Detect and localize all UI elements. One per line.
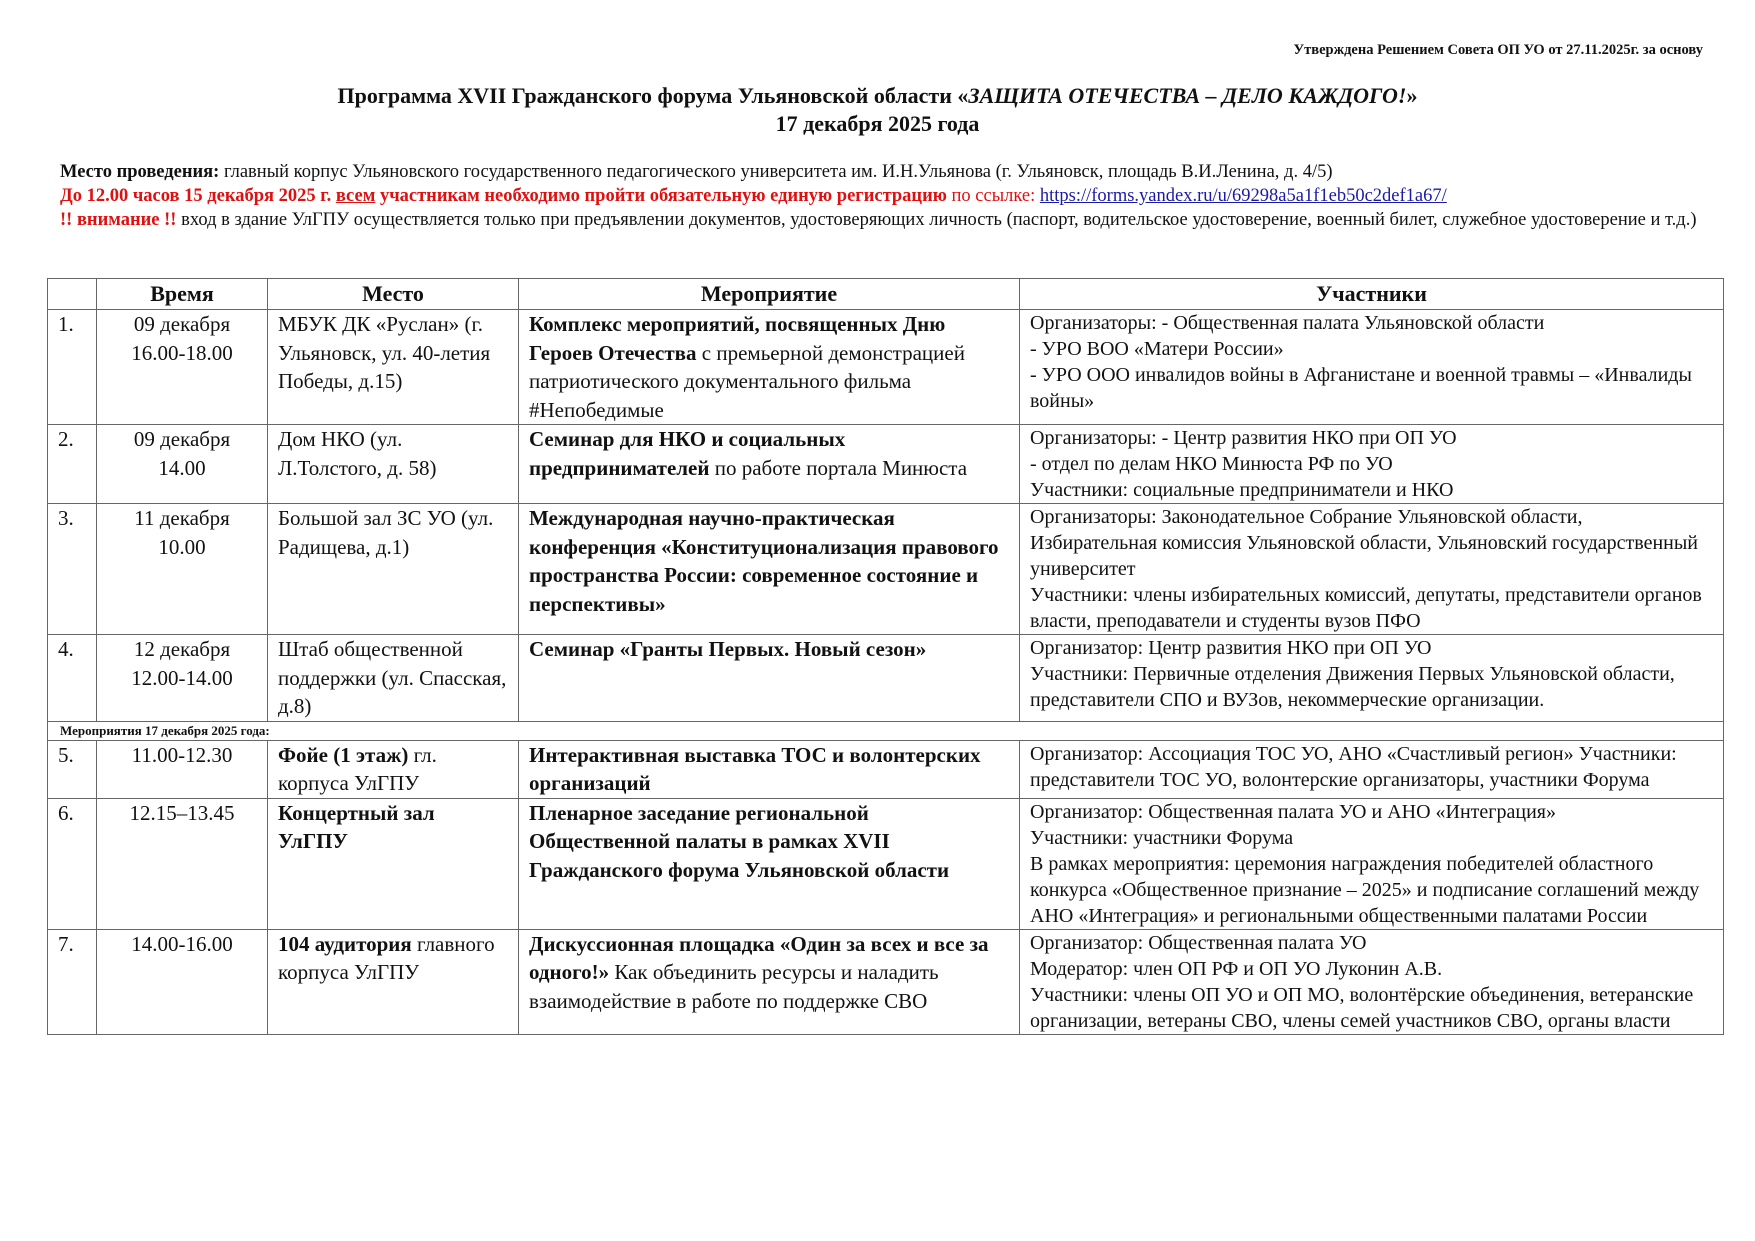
registration-text: участникам необходимо пройти обязательную единую регистрацию: [375, 186, 947, 206]
participant-line: Организаторы: - Общественная палата Ульяновской области: [1030, 312, 1545, 334]
row-number: 6.: [48, 798, 97, 929]
registration-link[interactable]: https://forms.yandex.ru/u/69298a5a1f1eb50c2def1a67/: [1039, 186, 1447, 206]
section-row: [48, 721, 1724, 740]
participant-line: - УРО ООО инвалидов войны в Афганистане и военной травмы – «Инвалиды войны»: [1030, 364, 1692, 412]
table-row: [48, 798, 1724, 929]
section-label: Мероприятия 17 декабря 2025 года:: [48, 721, 1724, 740]
attention-text: вход в здание УлГПУ осуществляется только при предъявлении документов, удостоверяющих личность (паспорт, водительское удостоверение, военный билет, служебное удостоверение и т.д.): [176, 210, 1697, 230]
time-line: 11.00-12.30: [131, 742, 233, 767]
row-time: [97, 504, 268, 635]
place-bold: Фойе (1 этаж): [278, 742, 409, 767]
venue-text: главный корпус Ульяновского государственного педагогического университета им. И.Н.Ульянова (г. Ульяновск, площадь В.И.Ленина, д. 4/5): [219, 162, 1333, 182]
title-suffix: »: [1406, 83, 1418, 108]
time-line: 10.00: [158, 534, 206, 559]
event-title: Интерактивная выставка ТОС и волонтерских организаций: [529, 742, 981, 795]
place-bold: Концертный зал УлГПУ: [278, 800, 435, 853]
row-place: [268, 798, 519, 929]
place-text: Дом НКО (ул. Л.Толстого, д. 58): [278, 427, 437, 480]
event-details: Как объединить ресурсы и наладить взаимодействие в работе по поддержке СВО: [529, 960, 939, 1013]
row-time: [97, 425, 268, 504]
participant-line: Участники: участники Форума: [1030, 826, 1294, 849]
time-line: 09 декабря: [133, 427, 231, 451]
participant-line: Участники: члены избирательных комиссий, депутаты, представители органов власти, преподаватели и студенты вузов ПФО: [1030, 584, 1702, 632]
title-line: [0, 82, 1755, 110]
place-text: главного корпуса УлГПУ: [278, 931, 495, 984]
row-place: [268, 740, 519, 798]
participant-line: Организатор: Центр развития НКО при ОП УО: [1030, 637, 1432, 659]
header-num: [48, 279, 97, 310]
time-line: 12.15–13.45: [129, 800, 235, 825]
place-text: Штаб общественной поддержки (ул. Спасская, д.8): [278, 637, 507, 718]
participant-line: Организаторы: - Центр развития НКО при ОП УО: [1030, 427, 1457, 449]
participant-line: - УРО ВОО «Матери России»: [1030, 338, 1284, 360]
header-event: Мероприятие: [519, 279, 1020, 310]
registration-line: [60, 184, 1703, 208]
event-title: Международная научно-практическая конференция «Конституционализация правового пространства России: современное состояние и перспективы»: [529, 506, 999, 616]
title-prefix: Программа XVII Гражданского форума Ульяновской области «: [337, 83, 969, 108]
row-time: [97, 310, 268, 425]
table-row: [48, 425, 1724, 504]
row-participants: [1020, 798, 1724, 929]
attention-line: [60, 208, 1703, 232]
event-details: по работе портала Минюста: [709, 455, 968, 480]
event-title: Комплекс мероприятий, посвященных Дню Героев Отечества: [529, 312, 946, 365]
time-line: 09 декабря: [133, 312, 231, 336]
row-event: [519, 929, 1020, 1034]
row-number: 1.: [48, 310, 97, 425]
event-title: Семинар «Гранты Первых. Новый сезон»: [529, 637, 927, 661]
event-details: с премьерной демонстрацией патриотического документального фильма #Непобедимые: [529, 340, 965, 422]
row-place: [268, 425, 519, 504]
info-block: [60, 160, 1703, 232]
place-text: МБУК ДК «Руслан» (г. Ульяновск, ул. 40-летия Победы, д.15): [278, 312, 491, 393]
participant-line: - отдел по делам НКО Минюста РФ по УО: [1030, 453, 1393, 475]
place-text: гл. корпуса УлГПУ: [278, 742, 437, 795]
venue-line: [60, 160, 1703, 184]
participant-line: Участники: члены ОП УО и ОП МО, волонтёрские объединения, ветеранские организации, ветераны СВО, члены семей участников СВО, органы власти: [1030, 983, 1694, 1032]
time-line: 14.00-16.00: [131, 931, 233, 956]
row-time: [97, 635, 268, 722]
row-participants: [1020, 504, 1724, 635]
venue-label: Место проведения:: [60, 162, 220, 182]
table-row: [48, 740, 1724, 798]
place-bold: 104 аудитория: [278, 931, 412, 956]
participant-line: Участники: Первичные отделения Движения Первых Ульяновской области, представители СПО и ВУЗов, некоммерческие организации.: [1030, 663, 1675, 711]
table-row: [48, 310, 1724, 425]
event-title: Дискуссионная площадка «Один за всех и все за одного!»: [529, 931, 989, 984]
participant-line: Организатор: Ассоциация ТОС УО, АНО «Счастливый регион» Участники: представители ТОС УО, волонтерские организаторы, участники Форума: [1030, 742, 1677, 791]
attention-label: !! внимание !!: [60, 210, 177, 230]
row-place: [268, 929, 519, 1034]
participant-line: Организатор: Общественная палата УО: [1030, 931, 1367, 954]
registration-link-label: по ссылке:: [946, 186, 1040, 206]
approval-note: Утверждена Решением Совета ОП УО от 27.11.2025г. за основу: [1293, 42, 1703, 58]
participant-line: Участники: социальные предприниматели и НКО: [1030, 479, 1454, 501]
time-line: 11 декабря: [134, 506, 230, 530]
row-event: [519, 504, 1020, 635]
row-event: [519, 740, 1020, 798]
table-row: [48, 504, 1724, 635]
row-time: [97, 929, 268, 1034]
row-event: [519, 798, 1020, 929]
time-line: 16.00-18.00: [131, 340, 233, 365]
row-place: [268, 635, 519, 722]
row-time: [97, 740, 268, 798]
row-participants: [1020, 740, 1724, 798]
row-place: [268, 504, 519, 635]
participant-line: Модератор: член ОП РФ и ОП УО Луконин А.В.: [1030, 957, 1443, 980]
program-table: [47, 278, 1724, 1035]
document-title: [0, 82, 1755, 138]
row-place: [268, 310, 519, 425]
row-number: 2.: [48, 425, 97, 504]
time-line: 14.00: [158, 455, 206, 480]
header-place: Место: [268, 279, 519, 310]
row-participants: [1020, 635, 1724, 722]
row-number: 7.: [48, 929, 97, 1034]
participant-line: Организатор: Общественная палата УО и АНО «Интеграция»: [1030, 800, 1556, 823]
row-event: [519, 635, 1020, 722]
table-row: [48, 635, 1724, 722]
registration-all: всем: [335, 186, 376, 206]
registration-deadline: До 12.00 часов 15 декабря 2025 г.: [60, 186, 336, 206]
row-event: [519, 310, 1020, 425]
row-participants: [1020, 425, 1724, 504]
participant-line: В рамках мероприятия: церемония награждения победителей областного конкурса «Общественное признание – 2025» и подписание соглашений между АНО «Интеграция» и региональными общественными палатами России: [1030, 852, 1700, 927]
event-title: Пленарное заседание региональной Общественной палаты в рамках XVII Гражданского форума Ульяновской области: [529, 800, 950, 882]
row-participants: [1020, 310, 1724, 425]
title-date: 17 декабря 2025 года: [775, 111, 980, 136]
table-header-row: [48, 279, 1724, 310]
participant-line: Организаторы: Законодательное Собрание Ульяновской области, Избирательная комиссия Ульяновской области, Ульяновский государственный университет: [1030, 506, 1698, 580]
event-title: Семинар для НКО и социальных предпринимателей: [529, 427, 846, 480]
header-participants: Участники: [1020, 279, 1724, 310]
time-line: 12.00-14.00: [131, 665, 233, 690]
row-event: [519, 425, 1020, 504]
row-time: [97, 798, 268, 929]
header-time: Время: [97, 279, 268, 310]
row-number: 3.: [48, 504, 97, 635]
table-row: [48, 929, 1724, 1034]
row-number: 5.: [48, 740, 97, 798]
title-slogan: ЗАЩИТА ОТЕЧЕСТВА – ДЕЛО КАЖДОГО!: [968, 83, 1407, 108]
row-participants: [1020, 929, 1724, 1034]
place-text: Большой зал ЗС УО (ул. Радищева, д.1): [278, 506, 494, 559]
row-number: 4.: [48, 635, 97, 722]
time-line: 12 декабря: [133, 637, 231, 661]
